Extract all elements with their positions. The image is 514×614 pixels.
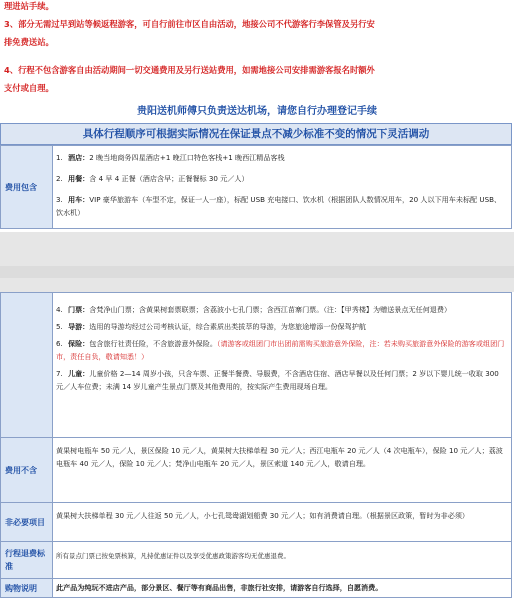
fee-detail-table bbox=[0, 292, 512, 598]
optional-label: 非必要项目 bbox=[1, 503, 53, 542]
list-item: 1. 酒店：2 晚当地商务四星酒店+1 晚江口特色客栈+1 晚西江精品客栈 bbox=[56, 153, 285, 162]
shopping-content: 此产品为纯玩不进店产品，部分景区、餐厅等有商品出售，非旅行社安排，请游客自行选择，自愿消费。 bbox=[53, 579, 512, 598]
text-line: 理进站手续。 bbox=[4, 1, 54, 11]
fee-include-label: 费用包含 bbox=[1, 146, 53, 229]
optional-content: 黄果树大扶梯单程 30 元／人往返 50 元／人，小七孔鸳鸯湖划船费 30 元／人；如有消费请自理。（根据景区政策，暂时为非必须） bbox=[53, 503, 512, 542]
page-separator bbox=[0, 266, 514, 278]
fee-include-table bbox=[0, 145, 512, 229]
fee-exclude-label: 费用不含 bbox=[1, 438, 53, 503]
list-item: 4. 门票：含梵净山门票；含黄果树套票联票；含荔波小七孔门票；含西江苗寨门票。（注：【甲秀楼】为赠送景点无任何退费） bbox=[56, 305, 452, 314]
list-item: 5. 导游：选用的导游均经过公司考核认证，综合素质出类拔萃的导游，为您旅途增添一份保驾护航 bbox=[56, 322, 366, 331]
text-line: 支付或自理。 bbox=[4, 83, 54, 93]
fee-include-label-cont bbox=[1, 293, 53, 438]
text-line: 3、部分无需过早到站等候返程游客，可自行前往市区自由活动，地接公司不代游客行李保管及另行安 bbox=[4, 19, 375, 29]
page-bottom bbox=[0, 292, 514, 614]
page-gap bbox=[0, 232, 514, 292]
adjust-banner: 具体行程顺序可根据实际情况在保证景点不减少标准不变的情况下灵活调动 bbox=[0, 123, 512, 145]
shopping-label: 购物说明 bbox=[1, 579, 53, 598]
fee-include-content bbox=[53, 146, 512, 229]
refund-label: 行程退费标准 bbox=[1, 542, 53, 579]
airport-notice: 贵阳送机师傅只负责送达机场，请您自行办理登记手续 bbox=[137, 106, 377, 117]
list-item: 6. 保险：包含旅行社责任险，不含旅游意外保险。（请游客或组团门市出团前需购买旅游意外保险，注：若未购买旅游意外保险的游客或组团门市，责任自负，敬请知悉！） bbox=[56, 339, 505, 361]
fee-include-content-cont bbox=[53, 293, 512, 438]
list-item: 7. 儿童：儿童价格 2—14 周岁小孩，只含车票、正餐半餐费、导服费，不含酒店住宿、酒店早餐以及任何门票；2 岁以下婴儿统一收取 300 元／人车位费；未满 14 岁儿童产生景点门票及其他费用的，按实际产生费用现场自理。 bbox=[56, 369, 499, 391]
list-item: 2. 用餐：含 4 早 4 正餐（酒店含早；正餐餐标 30 元／人） bbox=[56, 174, 249, 183]
page-top bbox=[0, 0, 514, 232]
fee-exclude-content: 黄果树电瓶车 50 元／人，景区保险 10 元／人，黄果树大扶梯单程 30 元／人；西江电瓶车 20 元／人（4 次电瓶车），保险 10 元／人；荔波电瓶车 40 元／人，保险 10 元／人；梵净山电瓶车 20 元／人，景区索道 140 元／人，敬请自理。 bbox=[53, 438, 512, 503]
text-line: 排免费送站。 bbox=[4, 37, 54, 47]
text-line: 4、行程不包含游客自由活动期间一切交通费用及另行送站费用，如需地接公司安排需游客报名时额外 bbox=[4, 65, 375, 75]
refund-content: 所有景点门票已按免票核算，凡持优惠证件以及享受优惠政策游客均无优惠退费。 bbox=[53, 542, 512, 579]
list-item: 3. 用车：VIP 豪华旅游车（车型不定，保证一人一座），标配 USB 充电接口、饮水机（根据团队人数情况用车，20 人以下用车未标配 USB、饮水机） bbox=[56, 195, 502, 217]
